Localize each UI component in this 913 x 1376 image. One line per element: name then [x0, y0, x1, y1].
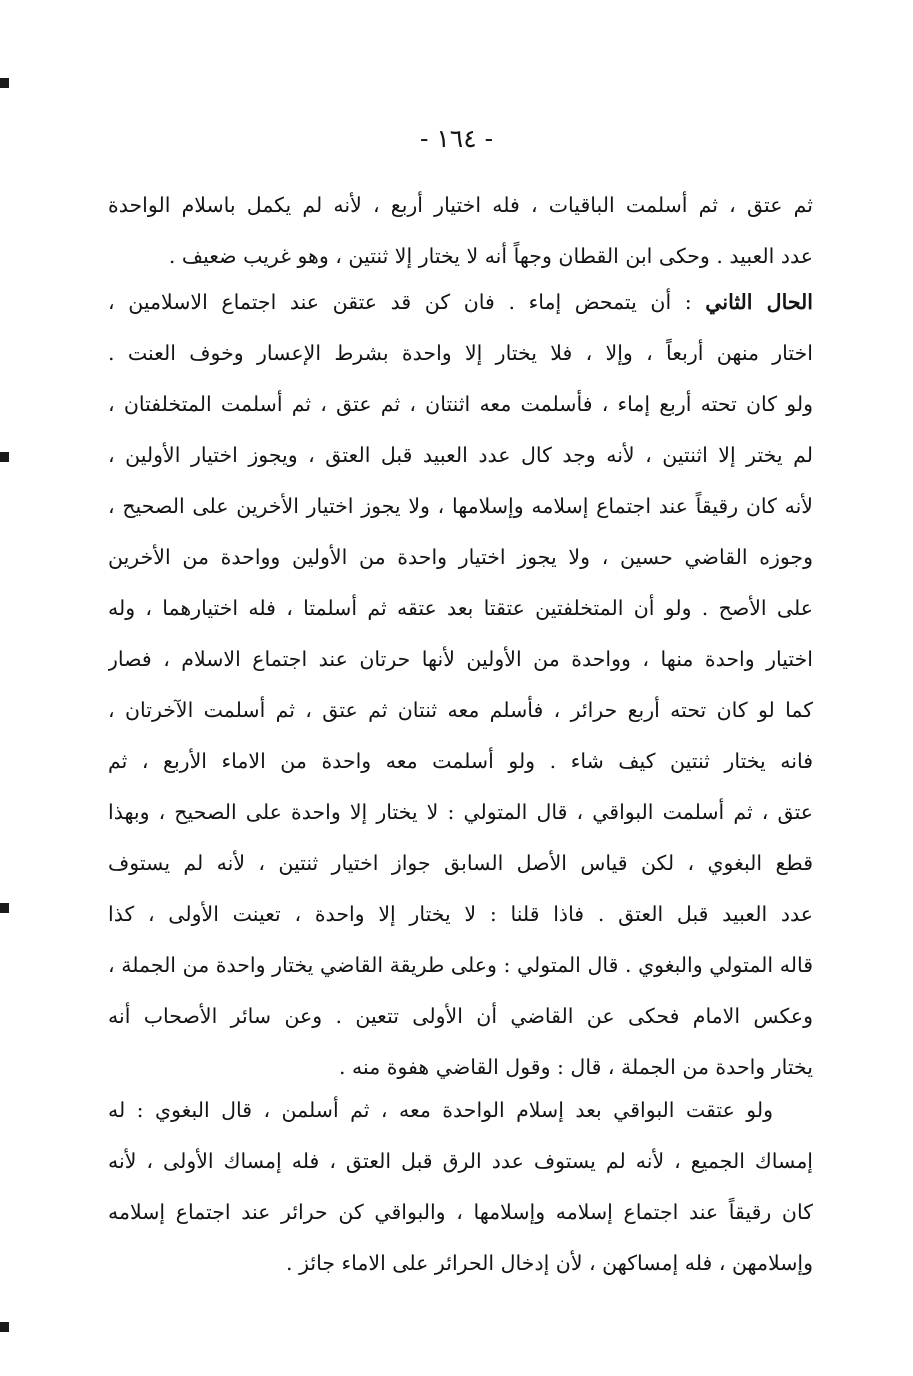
scan-margin-mark: [0, 1322, 9, 1332]
text-line: لم يختر إلا اثنتين ، لأنه وجد كال عدد العبيد قبل العتق ، ويجوز اختيار الأولين ،: [108, 443, 813, 467]
text-line: إمساك الجميع ، لأنه لم يستوف عدد الرق قبل العتق ، فله إمساك الأولى ، لأنه: [108, 1149, 813, 1173]
text-line-with-heading: [108, 277, 813, 328]
text-line: كما لو كان تحته أربع حرائر ، فأسلم معه ثنتان ثم عتق ، ثم أسلمت الآخرتان ،: [108, 698, 813, 722]
text-line: عتق ، ثم أسلمت البواقي ، قال المتولي : لا يختار إلا واحدة على الصحيح ، وبهذا: [108, 800, 813, 824]
scan-margin-mark: [0, 903, 9, 913]
paragraph-2: [108, 277, 813, 1093]
text-line: اختار منهن أربعاً ، وإلا ، فلا يختار إلا واحدة بشرط الإعسار وخوف العنت .: [108, 341, 813, 365]
text-line: فانه يختار ثنتين كيف شاء . ولو أسلمت معه واحدة من الاماء الأربع ، ثم: [108, 749, 813, 773]
text-line: عدد العبيد قبل العتق . فاذا قلنا : لا يختار إلا واحدة ، تعينت الأولى ، كذا: [108, 902, 813, 926]
scan-margin-mark: [0, 78, 9, 88]
section-heading: الحال الثاني: [705, 290, 813, 314]
text-line: عدد العبيد . وحكى ابن القطان وجهاً أنه لا يختار إلا ثنتين ، وهو غريب ضعيف .: [168, 244, 813, 268]
text-line: قاله المتولي والبغوي . قال المتولي : وعلى طريقة القاضي يختار واحدة من الجملة ،: [108, 953, 813, 977]
text-line: يختار واحدة من الجملة ، قال : وقول القاضي هفوة منه .: [339, 1055, 813, 1079]
text-line: كان رقيقاً عند اجتماع إسلامه وإسلامها ، والبواقي كن حرائر عند اجتماع إسلامه: [108, 1200, 813, 1224]
text-line: ثم عتق ، ثم أسلمت الباقيات ، فله اختيار أربع ، لأنه لم يكمل باسلام الواحدة: [108, 193, 813, 217]
scan-margin-mark: [0, 452, 9, 462]
text-line: وجوزه القاضي حسين ، ولا يجوز اختيار واحدة من الأولين وواحدة من الأخرين: [108, 545, 813, 569]
page-number: - ١٦٤ -: [419, 124, 494, 153]
text-line-rest: : أن يتمحض إماء . فان كن قد عتقن عند اجتماع الاسلامين ،: [108, 290, 692, 314]
text-line: وإسلامهن ، فله إمساكهن ، لأن إدخال الحرائر على الاماء جائز .: [286, 1251, 813, 1275]
text-line: ولو عتقت البواقي بعد إسلام الواحدة معه ، ثم أسلمن ، قال البغوي : له: [108, 1098, 773, 1122]
text-line: قطع البغوي ، لكن قياس الأصل السابق جواز اختيار ثنتين ، لأنه لم يستوف: [108, 851, 813, 875]
text-line: وعكس الامام فحكى عن القاضي أن الأولى تتعين . وعن سائر الأصحاب أنه: [108, 1004, 813, 1028]
text-line: اختيار واحدة منها ، وواحدة من الأولين لأنها حرتان عند اجتماع الاسلام ، فصار: [108, 647, 813, 671]
paragraph-1: [108, 180, 813, 282]
text-line: على الأصح . ولو أن المتخلفتين عتقتا بعد عتقه ثم أسلمتا ، فله اختيارهما ، وله: [108, 596, 813, 620]
text-line: ولو كان تحته أربع إماء ، فأسلمت معه اثنتان ، ثم عتق ، ثم أسلمت المتخلفتان ،: [108, 392, 813, 416]
text-line: لأنه كان رقيقاً عند اجتماع إسلامه وإسلامها ، ولا يجوز اختيار الأخرين على الصحيح ،: [108, 494, 813, 518]
paragraph-3: [108, 1085, 813, 1289]
